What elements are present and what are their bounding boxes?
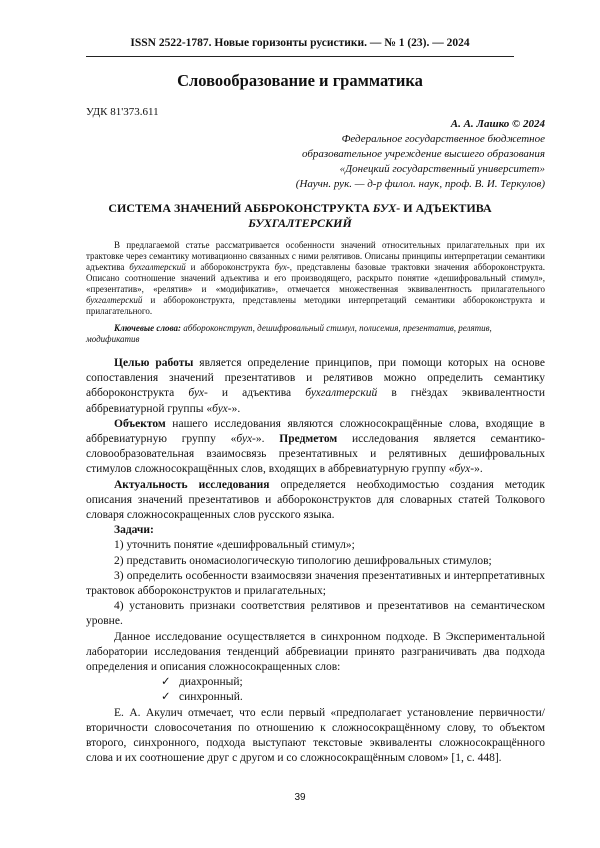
affiliation-line-3: «Донецкий государственный университет» — [339, 163, 545, 175]
subject-label: Предметом — [279, 433, 338, 446]
header-rule — [86, 56, 514, 57]
list-item-text: диахронный; — [179, 676, 243, 689]
abstract-term: бух- — [274, 262, 290, 272]
abstract — [86, 240, 545, 317]
abstract-term: бухгалтерский — [129, 262, 186, 272]
task-item: 3) определить особенности взаимосвязи значения презентативных и интерпретативных трактовок аббороконструктов и прилагательных; — [86, 569, 545, 598]
running-header: ISSN 2522-1787. Новые горизонты русистики. — № 1 (23). — 2024 — [130, 37, 470, 49]
tasks-heading — [86, 523, 545, 538]
body-span: является определение принципов, при помощи которых на основе сопоставления значений презентативов и релятивов можно определить семантику аббороконструкта — [86, 357, 546, 400]
affiliation-line-2: образовательное учреждение высшего образования — [302, 148, 545, 160]
keywords — [86, 323, 545, 345]
article-title-part2: БУХ- — [372, 201, 401, 215]
page-number: 39 — [294, 792, 306, 803]
check-icon: ✓ — [161, 676, 171, 689]
paragraph-approach: Данное исследование осуществляется в синхронном подходе. В Экспериментальной лаборатории исследования тенденций аббревиации принято разграничивать два подхода определения и описания сложносокращенных слов: — [86, 630, 545, 674]
affiliation-line-1: Федеральное государственное бюджетное — [341, 133, 545, 145]
body-span: определяется необходимостью создания методик описания значений презентативов и аббороконструктов для словарных статей Толкового словаря сложносокращенных слов русского языка. — [86, 478, 546, 522]
abstract-term: бухгалтерский — [86, 295, 143, 305]
abstract-span: , представлены базовые трактовки значения аббороконструкта. Описано соотношение значений адъектива и его производящего, раскрыто понятие «дешифровальный стимул», «презентатив», «релятив» и «модификатив», отмечается множественная эквивалентность прилагательного — [86, 262, 546, 294]
task-item: 4) установить признаки соответствия релятивов и презентативов на семантическом уровне. — [86, 600, 545, 628]
body-term: бух- — [212, 402, 232, 415]
keywords-label: Ключевые слова: — [114, 323, 181, 333]
approach-list — [86, 675, 545, 705]
body-term: бух- — [236, 433, 256, 446]
article-title-part3: И АДЪЕКТИВА — [400, 201, 492, 215]
check-icon: ✓ — [161, 691, 171, 704]
tasks-label: Задачи: — [114, 524, 154, 537]
body-term: бух- — [188, 387, 208, 400]
paragraph-object — [86, 417, 545, 478]
body-span: ». — [255, 433, 280, 446]
object-label: Объектом — [114, 417, 166, 430]
udk-code: УДК 81'373.611 — [86, 106, 159, 118]
body-term: бухгалтерский — [305, 387, 378, 400]
body-term: бух- — [454, 463, 475, 476]
article-title-part1: СИСТЕМА ЗНАЧЕНИЙ АББРОКОНСТРУКТА — [108, 201, 373, 215]
relevance-label: Актуальность исследования — [114, 478, 270, 491]
abstract-span: В предлагаемой статье рассматривается особенности значений относительных прилагательных при их трактовке через семантику мотивационно связанных с ними релятивов. Описаны принципы интерпретации семантики адъектива — [86, 240, 545, 272]
paragraph-quote: Е. А. Акулич отмечает, что если первый «предполагает установление первичности/вторичности словосочетания по отношению к сложносокращённому слову, то объектом второго, синхронного, подхода выступают текстовые эквиваленты сложносокращённого слова и их соотношение друг с другом и со сложносокращённым словом» [1, с. 448]. — [86, 706, 545, 765]
body-span: ». — [231, 402, 241, 415]
abstract-text — [86, 240, 545, 317]
task-item: 2) представить ономасиологическую типологию дешифровальных стимулов; — [114, 554, 492, 567]
abstract-span: и аббороконструкта — [185, 262, 275, 272]
paragraph-relevance — [86, 478, 545, 524]
author-name: А. А. Лашко © 2024 — [450, 118, 545, 130]
body-span: исследования является семантико-словообразовательная взаимосвязь презентативных и релятивных дешифровальных стимулов сложносокращённых слов, входящих в аббревиатурную группу « — [86, 433, 546, 476]
goal-label: Целью работы — [114, 357, 194, 369]
keywords-text: аббороконструкт, дешифровальный стимул, полисемия, презентатив, релятив, модификатив — [86, 323, 492, 344]
body-span: и адъектива — [207, 387, 306, 400]
article-title — [100, 201, 500, 231]
section-title: Словообразование и грамматика — [177, 71, 423, 90]
list-item — [161, 675, 545, 690]
abstract-span: и аббороконструкта, представлены методики интерпретаций семантики аббороконструкта и прилагательного. — [86, 295, 545, 316]
body-span: ». — [474, 463, 483, 476]
article-body — [86, 356, 545, 766]
supervisor-line: (Научн. рук. — д-р филол. наук, проф. В. И. Теркулов) — [295, 178, 545, 190]
paragraph-goal — [86, 356, 545, 417]
body-span: в гнёздах эквивалентности аббревиатурной группы « — [86, 387, 545, 415]
task-item: 1) уточнить понятие «дешифровальный стимул»; — [114, 539, 355, 552]
list-item — [161, 690, 545, 705]
author-block — [250, 117, 545, 192]
list-item-text: синхронный. — [179, 691, 243, 704]
article-title-part4: БУХГАЛТЕРСКИЙ — [248, 216, 352, 230]
body-span: нашего исследования являются сложносокращённые слова, входящие в аббревиатурную группу « — [86, 417, 545, 446]
